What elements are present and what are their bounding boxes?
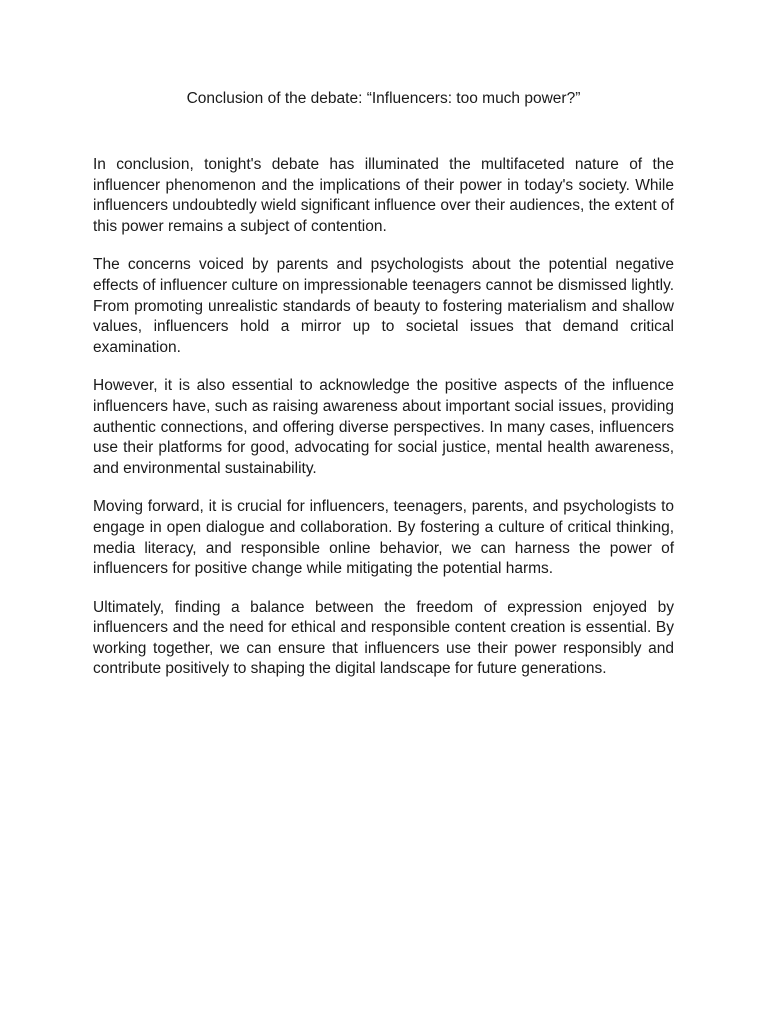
paragraph-introduction: In conclusion, tonight's debate has illuminated the multifaceted nature of the influencer phenomenon and the implications of their power in today's society. While influencers undoubtedly wield significant influence over their audiences, the extent of this power remains a subject of contention.	[93, 156, 674, 235]
paragraph-ultimately: Ultimately, finding a balance between the freedom of expression enjoyed by influencers and the need for ethical and responsible content creation is essential. By working together, we can ensure that influencers use their power responsibly and contribute positively to shaping the digital landscape for future generations.	[93, 598, 674, 678]
document-body	[93, 88, 674, 698]
paragraph-concerns: The concerns voiced by parents and psychologists about the potential negative effects of influencer culture on impressionable teenagers cannot be dismissed lightly. From promoting unrealistic standards of beauty to fostering materialism and shallow values, influencers hold a mirror up to societal issues that demand critical examination.	[93, 256, 675, 356]
paragraph-moving-forward: Moving forward, it is crucial for influencers, teenagers, parents, and psychologists to engage in open dialogue and collaboration. By fostering a culture of critical thinking, media literacy, and responsible online behavior, we can harness the power of influencers for positive change while mitigating the potential harms.	[93, 498, 674, 578]
paragraph-positive-aspects: However, it is also essential to acknowledge the positive aspects of the influence influencers have, such as raising awareness about important social issues, providing authentic connections, and offering diverse perspectives. In many cases, influencers use their platforms for good, advocating for social justice, mental health awareness, and environmental sustainability.	[93, 377, 674, 477]
document-title: Conclusion of the debate: “Influencers: too much power?”	[186, 90, 581, 107]
